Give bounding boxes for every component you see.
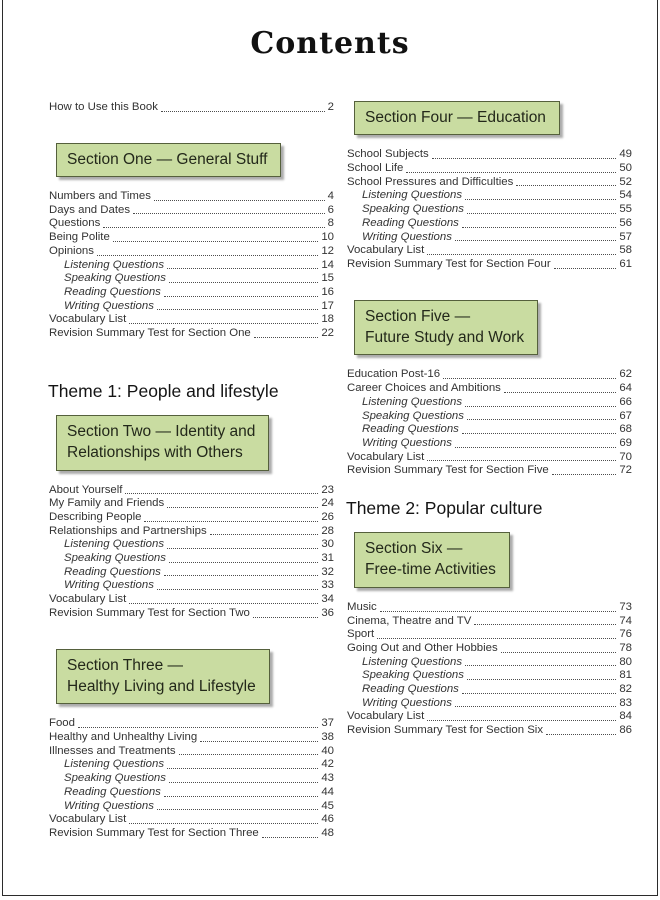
toc-entry-group bbox=[347, 148, 632, 271]
toc-entry-title: Listening Questions bbox=[64, 538, 165, 551]
toc-entry-page: 45 bbox=[321, 799, 334, 812]
toc-entry-title: Career Choices and Ambitions bbox=[347, 382, 501, 395]
toc-entry-title: Writing Questions bbox=[362, 696, 452, 709]
dot-leader-icon bbox=[406, 172, 616, 173]
theme-heading: Theme 2: Popular culture bbox=[346, 498, 543, 519]
toc-entry-title: Vocabulary List bbox=[49, 313, 127, 326]
toc-entry-page: 54 bbox=[619, 189, 632, 202]
toc-entry-page: 52 bbox=[619, 175, 632, 188]
toc-entry bbox=[49, 538, 334, 552]
toc-entry-title: Revision Summary Test for Section Two bbox=[49, 606, 250, 619]
toc-entry-title: Days and Dates bbox=[49, 203, 131, 216]
dot-leader-icon bbox=[462, 433, 616, 434]
toc-entry-title: School Life bbox=[347, 162, 404, 175]
toc-entry bbox=[347, 189, 632, 203]
toc-entry-title: Vocabulary List bbox=[347, 710, 425, 723]
dot-leader-icon bbox=[554, 268, 617, 269]
toc-entry bbox=[49, 772, 334, 786]
section-box-label: Future Study and Work bbox=[365, 329, 525, 347]
toc-entry bbox=[347, 423, 632, 437]
section-box-label: Section Five — bbox=[365, 307, 471, 325]
dot-leader-icon bbox=[467, 213, 616, 214]
toc-entry bbox=[49, 813, 334, 827]
toc-entry-page: 49 bbox=[619, 148, 632, 161]
toc-entry-page: 66 bbox=[619, 395, 632, 408]
dot-leader-icon bbox=[427, 254, 616, 255]
section-box-label: Relationships with Others bbox=[67, 444, 243, 462]
dot-leader-icon bbox=[253, 617, 318, 618]
toc-entry bbox=[347, 710, 632, 724]
dot-leader-icon bbox=[161, 111, 325, 112]
toc-entry-title: Cinema, Theatre and TV bbox=[347, 614, 472, 627]
toc-entry bbox=[49, 731, 334, 745]
toc-entry bbox=[49, 552, 334, 566]
toc-entry bbox=[347, 683, 632, 697]
toc-entry-title: Speaking Questions bbox=[64, 552, 166, 565]
toc-entry-page: 34 bbox=[321, 593, 334, 606]
toc-entry bbox=[49, 717, 334, 731]
toc-entry bbox=[347, 396, 632, 410]
section-box bbox=[354, 101, 560, 135]
toc-entry-title: Vocabulary List bbox=[49, 593, 127, 606]
section-box bbox=[56, 143, 281, 177]
toc-entry-page: 16 bbox=[321, 286, 334, 298]
dot-leader-icon bbox=[465, 199, 616, 200]
dot-leader-icon bbox=[78, 727, 318, 728]
toc-entry bbox=[347, 628, 632, 642]
toc-entry-group bbox=[347, 601, 632, 738]
dot-leader-icon bbox=[169, 562, 318, 563]
toc-entry-group bbox=[49, 190, 334, 341]
dot-leader-icon bbox=[546, 734, 616, 735]
toc-entry-title: School Subjects bbox=[347, 148, 429, 161]
toc-entry-page: 15 bbox=[321, 272, 334, 285]
dot-leader-icon bbox=[129, 323, 318, 324]
toc-entry bbox=[49, 525, 334, 539]
toc-entry-title: Numbers and Times bbox=[49, 190, 151, 203]
toc-entry-title: Describing People bbox=[49, 510, 142, 523]
toc-columns bbox=[48, 101, 632, 841]
dot-leader-icon bbox=[254, 337, 319, 338]
toc-entry-page: 70 bbox=[619, 450, 632, 463]
toc-entry-page: 57 bbox=[619, 230, 632, 243]
toc-entry-page: 31 bbox=[321, 552, 334, 565]
section-box-label: Section Six — bbox=[365, 540, 463, 558]
toc-entry-title: Relationships and Partnerships bbox=[49, 524, 207, 537]
dot-leader-icon bbox=[164, 296, 318, 297]
toc-entry-page: 48 bbox=[321, 826, 334, 839]
section-box-label: Healthy Living and Lifestyle bbox=[67, 677, 256, 695]
dot-leader-icon bbox=[129, 603, 318, 604]
dot-leader-icon bbox=[462, 693, 616, 694]
dot-leader-icon bbox=[474, 624, 616, 625]
toc-entry-title: Education Post-16 bbox=[347, 368, 441, 381]
toc-entry bbox=[49, 300, 334, 314]
toc-entry-page: 58 bbox=[619, 244, 632, 257]
toc-entry-title: Listening Questions bbox=[362, 189, 463, 202]
toc-entry-page: 12 bbox=[321, 244, 334, 257]
toc-entry bbox=[49, 566, 334, 580]
toc-entry bbox=[49, 101, 334, 115]
toc-entry-title: Speaking Questions bbox=[362, 669, 464, 682]
toc-entry bbox=[347, 368, 632, 382]
toc-entry bbox=[347, 615, 632, 629]
dot-leader-icon bbox=[97, 255, 318, 256]
dot-leader-icon bbox=[144, 521, 318, 522]
toc-entry-page: 24 bbox=[321, 497, 334, 510]
toc-entry bbox=[347, 724, 632, 738]
toc-entry bbox=[347, 410, 632, 424]
toc-entry-page: 10 bbox=[321, 231, 334, 244]
toc-entry bbox=[347, 464, 632, 478]
toc-entry bbox=[49, 245, 334, 259]
toc-entry-group bbox=[347, 368, 632, 478]
toc-entry-page: 17 bbox=[321, 299, 334, 312]
toc-entry bbox=[49, 484, 334, 498]
toc-entry-page: 67 bbox=[619, 409, 632, 422]
toc-entry-page: 22 bbox=[321, 327, 334, 340]
toc-entry-title: Revision Summary Test for Section Five bbox=[347, 464, 549, 477]
toc-entry-page: 43 bbox=[321, 772, 334, 785]
toc-entry-page: 69 bbox=[619, 436, 632, 449]
toc-entry bbox=[347, 382, 632, 396]
toc-entry-page: 84 bbox=[619, 710, 632, 723]
toc-entry-page: 78 bbox=[619, 641, 632, 654]
toc-entry-title: My Family and Friends bbox=[49, 497, 165, 510]
toc-entry-title: Questions bbox=[49, 217, 101, 230]
toc-entry-page: 37 bbox=[321, 717, 334, 730]
toc-entry-page: 81 bbox=[619, 669, 632, 682]
dot-leader-icon bbox=[465, 406, 616, 407]
toc-entry-title: Reading Questions bbox=[64, 565, 161, 578]
toc-entry bbox=[49, 800, 334, 814]
toc-entry-title: Listening Questions bbox=[64, 258, 165, 271]
toc-entry bbox=[347, 642, 632, 656]
toc-entry-page: 55 bbox=[619, 203, 632, 216]
dot-leader-icon bbox=[169, 782, 318, 783]
toc-entry-title: Writing Questions bbox=[362, 230, 452, 243]
dot-leader-icon bbox=[501, 652, 617, 653]
dot-leader-icon bbox=[154, 200, 325, 201]
toc-entry-page: 38 bbox=[321, 731, 334, 744]
column-left bbox=[48, 101, 334, 841]
toc-entry-title: Being Polite bbox=[49, 231, 110, 244]
toc-entry-title: Speaking Questions bbox=[362, 203, 464, 216]
dot-leader-icon bbox=[179, 754, 319, 755]
theme-heading: Theme 1: People and lifestyle bbox=[48, 380, 279, 401]
toc-entry-page: 62 bbox=[619, 368, 632, 381]
toc-entry-title: Writing Questions bbox=[64, 579, 154, 592]
section-box-label: Section Three — bbox=[67, 656, 184, 674]
dot-leader-icon bbox=[167, 548, 318, 549]
dot-leader-icon bbox=[465, 665, 616, 666]
toc-entry-page: 46 bbox=[321, 813, 334, 826]
toc-entry-page: 74 bbox=[619, 614, 632, 627]
toc-entry bbox=[347, 244, 632, 258]
toc-entry-page: 50 bbox=[619, 162, 632, 175]
toc-entry-title: Reading Questions bbox=[64, 286, 161, 298]
dot-leader-icon bbox=[455, 706, 616, 707]
dot-leader-icon bbox=[462, 227, 616, 228]
toc-entry bbox=[347, 697, 632, 711]
toc-entry-title: About Yourself bbox=[49, 483, 123, 496]
dot-leader-icon bbox=[377, 638, 616, 639]
toc-entry-title: Healthy and Unhealthy Living bbox=[49, 731, 198, 744]
toc-entry-title: Listening Questions bbox=[64, 758, 165, 771]
dot-leader-icon bbox=[167, 268, 318, 269]
toc-entry bbox=[49, 758, 334, 772]
toc-entry-page: 14 bbox=[321, 258, 334, 271]
dot-leader-icon bbox=[427, 460, 616, 461]
toc-entry-title: Revision Summary Test for Section Four bbox=[347, 258, 551, 270]
toc-entry bbox=[347, 217, 632, 231]
toc-entry-page: 61 bbox=[619, 258, 632, 270]
toc-entry-page: 80 bbox=[619, 655, 632, 668]
dot-leader-icon bbox=[157, 589, 318, 590]
toc-entry-page: 6 bbox=[327, 203, 334, 216]
dot-leader-icon bbox=[455, 447, 616, 448]
dot-leader-icon bbox=[129, 823, 318, 824]
dot-leader-icon bbox=[443, 378, 616, 379]
toc-entry-title: Writing Questions bbox=[64, 799, 154, 812]
page-title: Contents bbox=[250, 26, 410, 61]
toc-entry bbox=[49, 204, 334, 218]
toc-entry bbox=[49, 593, 334, 607]
toc-entry-title: Vocabulary List bbox=[49, 813, 127, 826]
toc-entry bbox=[347, 148, 632, 162]
section-box bbox=[354, 532, 510, 588]
dot-leader-icon bbox=[432, 158, 617, 159]
toc-entry-title: Music bbox=[347, 600, 377, 613]
toc-entry-title: Revision Summary Test for Section Three bbox=[49, 826, 259, 839]
toc-entry-group bbox=[49, 484, 334, 621]
toc-entry-page: 86 bbox=[619, 724, 632, 737]
dot-leader-icon bbox=[467, 679, 616, 680]
dot-leader-icon bbox=[164, 796, 318, 797]
toc-entry bbox=[49, 272, 334, 286]
toc-entry bbox=[49, 190, 334, 204]
toc-entry-page: 26 bbox=[321, 510, 334, 523]
toc-entry bbox=[347, 203, 632, 217]
toc-entry bbox=[347, 601, 632, 615]
toc-entry-page: 44 bbox=[321, 785, 334, 798]
toc-entry-page: 42 bbox=[321, 758, 334, 771]
toc-entry-page: 32 bbox=[321, 565, 334, 578]
section-box-label: Section One — General Stuff bbox=[67, 150, 268, 168]
toc-entry-title: Sport bbox=[347, 628, 375, 641]
dot-leader-icon bbox=[103, 227, 324, 228]
toc-entry-title: Going Out and Other Hobbies bbox=[347, 641, 498, 654]
toc-entry bbox=[49, 579, 334, 593]
toc-entry bbox=[347, 258, 632, 272]
toc-entry-page: 76 bbox=[619, 628, 632, 641]
toc-entry-title: Listening Questions bbox=[362, 395, 463, 408]
dot-leader-icon bbox=[133, 213, 325, 214]
dot-leader-icon bbox=[552, 474, 617, 475]
toc-entry-title: Revision Summary Test for Section Six bbox=[347, 724, 544, 737]
dot-leader-icon bbox=[167, 507, 318, 508]
toc-entry bbox=[49, 259, 334, 273]
toc-entry-title: Reading Questions bbox=[64, 785, 161, 798]
dot-leader-icon bbox=[516, 185, 616, 186]
toc-entry-page: 8 bbox=[327, 217, 334, 230]
toc-entry-page: 23 bbox=[321, 483, 334, 496]
dot-leader-icon bbox=[167, 768, 318, 769]
toc-entry-title: How to Use this Book bbox=[49, 101, 158, 113]
section-box bbox=[56, 415, 269, 471]
dot-leader-icon bbox=[169, 282, 318, 283]
toc-entry-title: Speaking Questions bbox=[64, 772, 166, 785]
section-box bbox=[354, 300, 538, 356]
dot-leader-icon bbox=[427, 720, 616, 721]
toc-entry-title: School Pressures and Difficulties bbox=[347, 175, 514, 188]
toc-entry-page: 2 bbox=[327, 101, 334, 113]
toc-entry-title: Reading Questions bbox=[362, 683, 459, 696]
toc-entry-page: 40 bbox=[321, 744, 334, 757]
toc-entry-page: 28 bbox=[321, 524, 334, 537]
dot-leader-icon bbox=[210, 534, 319, 535]
toc-entry-title: Vocabulary List bbox=[347, 450, 425, 463]
toc-entry-title: Illnesses and Treatments bbox=[49, 744, 176, 757]
section-box-label: Free-time Activities bbox=[365, 561, 496, 579]
toc-entry-page: 72 bbox=[619, 464, 632, 477]
toc-entry bbox=[49, 286, 334, 300]
toc-entry bbox=[49, 786, 334, 800]
toc-entry bbox=[49, 217, 334, 231]
toc-entry bbox=[49, 607, 334, 621]
dot-leader-icon bbox=[380, 611, 617, 612]
toc-entry-title: Reading Questions bbox=[362, 423, 459, 436]
toc-entry-title: Speaking Questions bbox=[64, 272, 166, 285]
toc-entry-page: 18 bbox=[321, 313, 334, 326]
toc-entry-title: Vocabulary List bbox=[347, 244, 425, 257]
dot-leader-icon bbox=[262, 837, 319, 838]
toc-entry bbox=[347, 451, 632, 465]
dot-leader-icon bbox=[467, 419, 616, 420]
column-right bbox=[346, 101, 632, 841]
toc-entry-group bbox=[49, 717, 334, 840]
toc-entry-title: Writing Questions bbox=[362, 436, 452, 449]
section-box-label: Section Four — Education bbox=[365, 109, 546, 126]
toc-entry bbox=[49, 827, 334, 841]
toc-entry-page: 68 bbox=[619, 423, 632, 436]
dot-leader-icon bbox=[157, 809, 318, 810]
dot-leader-icon bbox=[164, 575, 318, 576]
dot-leader-icon bbox=[157, 309, 318, 310]
toc-entry-page: 4 bbox=[327, 190, 334, 203]
toc-entry bbox=[49, 745, 334, 759]
toc-entry bbox=[347, 669, 632, 683]
toc-entry-page: 56 bbox=[619, 216, 632, 229]
toc-entry-group bbox=[49, 101, 334, 115]
toc-entry bbox=[49, 231, 334, 245]
toc-entry-title: Food bbox=[49, 717, 75, 730]
dot-leader-icon bbox=[200, 741, 318, 742]
toc-entry-title: Opinions bbox=[49, 244, 94, 257]
section-box-label: Section Two — Identity and bbox=[67, 422, 256, 440]
toc-entry-page: 64 bbox=[619, 382, 632, 395]
section-box bbox=[56, 649, 270, 705]
toc-entry bbox=[49, 327, 334, 341]
toc-entry bbox=[347, 656, 632, 670]
dot-leader-icon bbox=[455, 240, 616, 241]
dot-leader-icon bbox=[125, 493, 318, 494]
toc-entry bbox=[347, 437, 632, 451]
toc-entry bbox=[347, 231, 632, 245]
toc-entry-page: 83 bbox=[619, 696, 632, 709]
toc-entry bbox=[347, 162, 632, 176]
toc-entry-page: 30 bbox=[321, 538, 334, 551]
toc-entry-page: 73 bbox=[619, 600, 632, 613]
toc-entry-title: Revision Summary Test for Section One bbox=[49, 327, 251, 340]
toc-entry-title: Listening Questions bbox=[362, 655, 463, 668]
toc-entry bbox=[49, 313, 334, 327]
toc-entry-title: Reading Questions bbox=[362, 216, 459, 229]
toc-entry bbox=[49, 497, 334, 511]
dot-leader-icon bbox=[504, 392, 616, 393]
toc-entry-page: 33 bbox=[321, 579, 334, 592]
toc-entry bbox=[49, 511, 334, 525]
dot-leader-icon bbox=[113, 241, 319, 242]
toc-entry-title: Speaking Questions bbox=[362, 409, 464, 422]
toc-entry bbox=[347, 176, 632, 190]
toc-entry-title: Writing Questions bbox=[64, 299, 154, 312]
toc-entry-page: 36 bbox=[321, 606, 334, 619]
toc-entry-page: 82 bbox=[619, 683, 632, 696]
